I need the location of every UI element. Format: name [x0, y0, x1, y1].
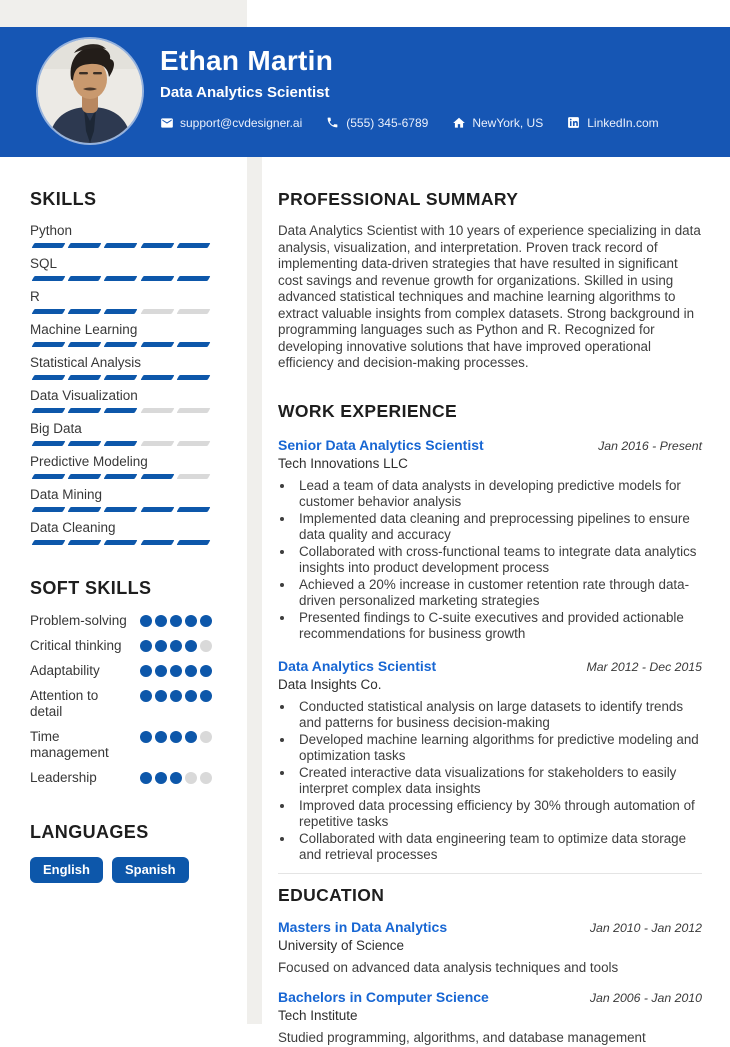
skill-bar-segment [32, 474, 66, 479]
skill-label: SQL [30, 256, 58, 271]
job-company: Tech Innovations LLC [278, 455, 408, 471]
education-header [278, 919, 702, 935]
skill-bar-segment [176, 507, 210, 512]
skill-level-bar [30, 309, 212, 314]
skill-bar-segment [32, 342, 66, 347]
skill-item [30, 487, 212, 512]
soft-skill-row [30, 729, 212, 761]
education-detail: Studied programming, algorithms, and database management [278, 1030, 646, 1045]
rating-dot [200, 731, 212, 743]
soft-skill-label: Time management [30, 729, 109, 760]
education-entry [278, 919, 702, 977]
skill-bar-segment [176, 474, 210, 479]
skill-bar-segment [32, 441, 66, 446]
soft-skills-heading: SOFT SKILLS [30, 578, 152, 598]
education-list [278, 919, 702, 1047]
column-divider [247, 157, 262, 1024]
soft-skill-row [30, 613, 212, 629]
rating-dot [185, 690, 197, 702]
skill-bar-segment [32, 540, 66, 545]
languages-list [30, 857, 212, 883]
rating-dot [170, 690, 182, 702]
skill-bar-segment [140, 540, 174, 545]
skill-level-bar [30, 474, 212, 479]
skill-bar-segment [32, 375, 66, 380]
skill-bar-segment [32, 309, 66, 314]
sidebar [30, 157, 212, 883]
skill-label: Python [30, 223, 73, 238]
education-header [278, 989, 702, 1005]
skill-item [30, 388, 212, 413]
candidate-title: Data Analytics Scientist [160, 84, 330, 101]
skill-bar-segment [140, 309, 174, 314]
skill-item [30, 322, 212, 347]
contact-item[interactable] [160, 116, 302, 130]
rating-dot [140, 615, 152, 627]
avatar-illustration [38, 39, 142, 143]
soft-skill-label: Adaptability [30, 663, 100, 678]
soft-skill-label: Problem-solving [30, 613, 127, 628]
skill-label: Data Mining [30, 487, 103, 502]
skill-level-bar [30, 342, 212, 347]
school-name: University of Science [278, 937, 405, 953]
rating-dot [155, 772, 167, 784]
skill-level-bar [30, 507, 212, 512]
job-bullet-list [295, 478, 702, 643]
soft-skill-dots [140, 731, 212, 761]
skill-item [30, 289, 212, 314]
resume-header [0, 27, 730, 157]
job-bullet: • Achieved a 20% increase in customer retention rate through data-driven personalized marketing strategies [295, 577, 702, 610]
skill-bar-segment [104, 276, 138, 281]
skill-bar-segment [176, 309, 210, 314]
candidate-name: Ethan Martin [160, 45, 334, 76]
skill-item [30, 223, 212, 248]
email-icon [160, 116, 174, 130]
education-entry [278, 989, 702, 1047]
contact-text: NewYork, US [472, 116, 544, 130]
rating-dot [155, 615, 167, 627]
rating-dot [170, 640, 182, 652]
skill-item [30, 421, 212, 446]
skill-bar-segment [68, 276, 102, 281]
skill-label: Data Visualization [30, 388, 138, 403]
job-bullet: • Lead a team of data analysts in developing predictive models for customer behavior analysis [295, 478, 702, 511]
skill-bar-segment [140, 474, 174, 479]
education-dates: Jan 2006 - Jan 2010 [589, 991, 702, 1005]
linkedin-icon [567, 116, 581, 130]
rating-dot [185, 665, 197, 677]
education-dates: Jan 2010 - Jan 2012 [589, 920, 702, 935]
skill-bar-segment [104, 507, 138, 512]
job-dates: Mar 2012 - Dec 2015 [586, 659, 702, 674]
rating-dot [155, 640, 167, 652]
soft-skill-row [30, 663, 212, 679]
skill-bar-segment [176, 441, 210, 446]
skill-bar-segment [68, 243, 102, 248]
summary-heading: PROFESSIONAL SUMMARY [278, 189, 519, 209]
soft-skill-dots [140, 690, 212, 720]
job-title-link[interactable]: Senior Data Analytics Scientist [278, 436, 484, 453]
skill-bar-segment [140, 408, 174, 413]
job-bullet-list [295, 699, 702, 864]
skill-level-bar [30, 441, 212, 446]
skill-bar-segment [32, 507, 66, 512]
rating-dot [140, 690, 152, 702]
job-entry [278, 658, 702, 864]
skill-bar-segment [68, 375, 102, 380]
skill-bar-segment [140, 276, 174, 281]
job-bullet: • Collaborated with cross-functional teams to integrate data analytics insights into product development process [295, 544, 702, 577]
location-icon [452, 116, 466, 130]
rating-dot [185, 772, 197, 784]
contact-item[interactable] [567, 116, 658, 130]
rating-dot [200, 640, 212, 652]
skill-bar-segment [68, 309, 102, 314]
soft-skill-dots [140, 772, 212, 786]
skill-item [30, 454, 212, 479]
soft-skill-row [30, 688, 212, 720]
rating-dot [170, 615, 182, 627]
skills-heading: SKILLS [30, 189, 97, 209]
education-heading: EDUCATION [278, 884, 385, 905]
skill-bar-segment [176, 375, 210, 380]
job-bullet: • Implemented data cleaning and preprocessing pipelines to ensure data quality and accuracy [295, 511, 702, 544]
contact-text: (555) 345-6789 [346, 116, 429, 130]
skill-bar-segment [32, 276, 66, 281]
job-bullet: • Collaborated with data engineering team to optimize data storage and retrieval processes [295, 831, 702, 864]
rating-dot [185, 640, 197, 652]
jobs-list [278, 437, 702, 864]
rating-dot [200, 772, 212, 784]
education-detail: Focused on advanced data analysis techniques and tools [278, 959, 619, 975]
skill-bar-segment [176, 540, 210, 545]
skill-item [30, 520, 212, 545]
skill-bar-segment [68, 441, 102, 446]
soft-skills-list [30, 613, 212, 786]
skill-level-bar [30, 408, 212, 413]
skill-label: Predictive Modeling [30, 454, 148, 469]
page-top-margin [0, 0, 247, 27]
skill-bar-segment [104, 309, 138, 314]
soft-skill-label: Leadership [30, 770, 97, 785]
profile-photo [38, 39, 142, 143]
skill-bar-segment [68, 408, 102, 413]
skill-item [30, 355, 212, 380]
rating-dot [140, 772, 152, 784]
skill-bar-segment [68, 540, 102, 545]
job-bullet: • Conducted statistical analysis on large datasets to identify trends and patterns for business decision-making [295, 699, 702, 732]
skill-bar-segment [104, 441, 138, 446]
soft-skill-row [30, 770, 212, 786]
soft-skill-row [30, 638, 212, 654]
skill-bar-segment [104, 540, 138, 545]
rating-dot [185, 731, 197, 743]
section-divider [278, 873, 702, 874]
skill-label: Machine Learning [30, 322, 138, 337]
skill-bar-segment [140, 507, 174, 512]
rating-dot [200, 665, 212, 677]
job-bullet: • Presented findings to C-suite executives and provided actionable recommendations for business growth [295, 610, 702, 643]
rating-dot [170, 665, 182, 677]
job-header [278, 658, 702, 674]
skill-bar-segment [68, 507, 102, 512]
skill-bar-segment [32, 408, 66, 413]
skill-bar-segment [140, 243, 174, 248]
skill-item [30, 256, 212, 281]
skill-bar-segment [68, 342, 102, 347]
rating-dot [155, 731, 167, 743]
skill-label: Data Cleaning [30, 520, 116, 535]
skill-bar-segment [176, 243, 210, 248]
rating-dot [200, 615, 212, 627]
rating-dot [140, 640, 152, 652]
job-title-link[interactable]: Data Analytics Scientist [278, 657, 437, 674]
phone-icon [326, 116, 340, 130]
school-name: Tech Institute [278, 1008, 358, 1023]
soft-skill-dots [140, 615, 212, 629]
skill-bar-segment [140, 375, 174, 380]
contact-text: LinkedIn.com [587, 116, 659, 130]
job-bullet: • Created interactive data visualizations for stakeholders to easily interpret complex data insights [295, 765, 702, 798]
skill-bar-segment [104, 474, 138, 479]
main-column [278, 157, 702, 1047]
rating-dot [155, 690, 167, 702]
skill-bar-segment [68, 474, 102, 479]
degree-link[interactable]: Bachelors in Computer Science [278, 989, 489, 1005]
skill-level-bar [30, 540, 212, 545]
language-chip[interactable]: English [30, 857, 103, 883]
skill-bar-segment [140, 441, 174, 446]
job-bullet: • Improved data processing efficiency by 30% through automation of repetitive tasks [295, 798, 702, 831]
soft-skill-label: Attention to detail [30, 688, 99, 719]
contact-item[interactable] [326, 116, 428, 130]
rating-dot [155, 665, 167, 677]
skill-bar-segment [104, 342, 138, 347]
job-bullet: • Developed machine learning algorithms for predictive modeling and optimization tasks [295, 732, 702, 765]
skill-bar-segment [104, 375, 138, 380]
skill-level-bar [30, 375, 212, 380]
rating-dot [170, 731, 182, 743]
rating-dot [140, 665, 152, 677]
skill-bar-segment [176, 408, 210, 413]
rating-dot [170, 772, 182, 784]
job-entry [278, 437, 702, 643]
rating-dot [200, 690, 212, 702]
languages-heading: LANGUAGES [30, 822, 149, 842]
skill-bar-segment [176, 276, 210, 281]
skill-bar-segment [104, 243, 138, 248]
experience-heading: WORK EXPERIENCE [278, 400, 458, 421]
skill-level-bar [30, 243, 212, 248]
skill-level-bar [30, 276, 212, 281]
contact-item[interactable] [452, 116, 543, 130]
contact-text: support@cvdesigner.ai [180, 116, 303, 130]
rating-dot [185, 615, 197, 627]
job-dates: Jan 2016 - Present [598, 438, 702, 453]
skills-list [30, 223, 212, 545]
skill-bar-segment [140, 342, 174, 347]
contact-row [160, 116, 700, 130]
skill-bar-segment [176, 342, 210, 347]
degree-link[interactable]: Masters in Data Analytics [278, 918, 448, 935]
soft-skill-label: Critical thinking [30, 638, 122, 653]
skill-bar-segment [32, 243, 66, 248]
language-chip[interactable]: Spanish [112, 857, 189, 883]
rating-dot [140, 731, 152, 743]
summary-text: Data Analytics Scientist with 10 years of experience specializing in data analysis, visualization, and interpretation. Proven track record of implementing data-driven strategies that have resulted in significant cost savings and revenue growth for organizations. Skilled in using advanced statistical techniques and machine learning algorithms to extract valuable insights from complex datasets. Strong background in programming languages such as Python and R. Recognized for developing innovative solutions that have improved operational efficiency and decision-making processes. [278, 223, 701, 370]
skill-bar-segment [104, 408, 138, 413]
skill-label: Big Data [30, 421, 82, 436]
soft-skill-dots [140, 665, 212, 679]
skill-label: R [30, 289, 40, 304]
soft-skill-dots [140, 640, 212, 654]
job-company: Data Insights Co. [278, 676, 382, 692]
skill-label: Statistical Analysis [30, 355, 142, 370]
job-header [278, 437, 702, 453]
